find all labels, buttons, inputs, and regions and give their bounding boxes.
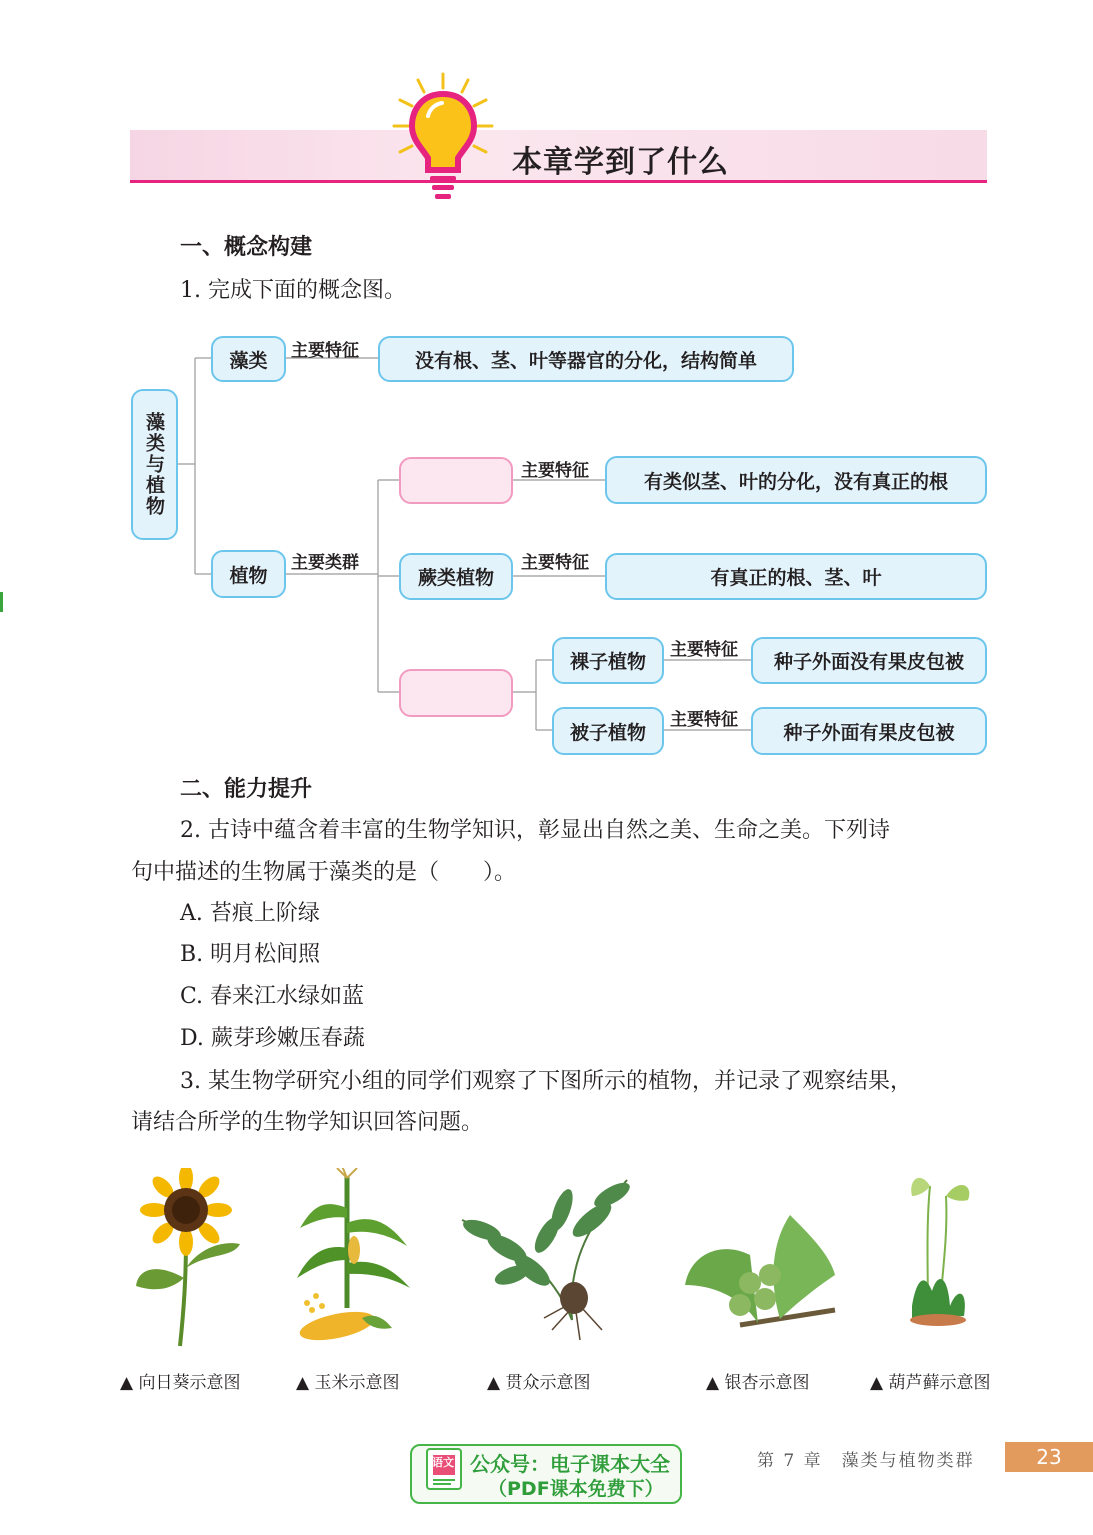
section2-heading: 二、能力提升 [180,776,313,802]
relation-label: 主要特征 [521,461,589,481]
corn-illustration [292,1168,417,1348]
concept-angiosperm-feature: 种子外面有果皮包被 [751,707,987,755]
option-a[interactable]: A. 苔痕上阶绿 [180,901,320,926]
relation-label: 主要特征 [521,553,589,573]
option-d[interactable]: D. 蕨芽珍嫩压春蔬 [180,1026,365,1051]
concept-fern: 蕨类植物 [399,553,513,600]
figure-caption: ▲ 银杏示意图 [706,1373,810,1393]
footer-chapter: 第 7 章 藻类与植物类群 [757,1451,975,1471]
concept-angiosperm: 被子植物 [552,707,664,755]
concept-gymnosperm: 裸子植物 [552,637,664,684]
question-2-line2: 句中描述的生物属于藻类的是（ ）。 [131,860,517,885]
concept-blank-1[interactable] [399,457,513,504]
moss-illustration [898,1166,978,1336]
page-number: 23 [1005,1442,1093,1472]
concept-algae-feature: 没有根、茎、叶等器官的分化，结构简单 [378,336,794,382]
ginkgo-illustration [680,1215,840,1345]
relation-label: 主要特征 [670,710,738,730]
concept-gymnosperm-feature: 种子外面没有果皮包被 [751,637,987,684]
relation-label: 主要特征 [670,640,738,660]
concept-algae: 藻类 [211,336,286,382]
figure-caption: ▲ 玉米示意图 [296,1373,400,1393]
sunflower-illustration [128,1168,248,1348]
question-2-line1: 2. 古诗中蕴含着丰富的生物学知识，彰显出自然之美、生命之美。下列诗 [180,818,890,843]
figure-caption: ▲ 贯众示意图 [487,1373,591,1393]
concept-blank-2[interactable] [399,669,513,717]
figure-caption: ▲ 向日葵示意图 [120,1373,241,1393]
option-b[interactable]: B. 明月松间照 [180,942,321,967]
concept-plants: 植物 [211,550,286,598]
watermark-line2: （PDF课本免费下） [488,1478,664,1500]
concept-moss-feature: 有类似茎、叶的分化，没有真正的根 [605,456,987,504]
concept-root: 藻类与植物 [131,389,178,540]
watermark-line1: 公众号：电子课本大全 [470,1452,670,1476]
figure-caption: ▲ 葫芦藓示意图 [870,1373,991,1393]
section1-heading: 一、概念构建 [180,234,313,260]
question-1: 1. 完成下面的概念图。 [180,278,406,303]
page-title: 本章学到了什么 [512,145,729,180]
concept-fern-feature: 有真正的根、茎、叶 [605,553,987,600]
question-3-line1: 3. 某生物学研究小组的同学们观察了下图所示的植物，并记录了观察结果， [180,1069,912,1094]
edge-mark [0,592,3,612]
watermark-badge-label: 语文 [432,1456,454,1469]
relation-label: 主要类群 [291,553,359,573]
fern-illustration [452,1170,632,1345]
option-c[interactable]: C. 春来江水绿如蓝 [180,984,365,1009]
question-3-line2: 请结合所学的生物学知识回答问题。 [131,1110,484,1135]
relation-label: 主要特征 [291,341,359,361]
